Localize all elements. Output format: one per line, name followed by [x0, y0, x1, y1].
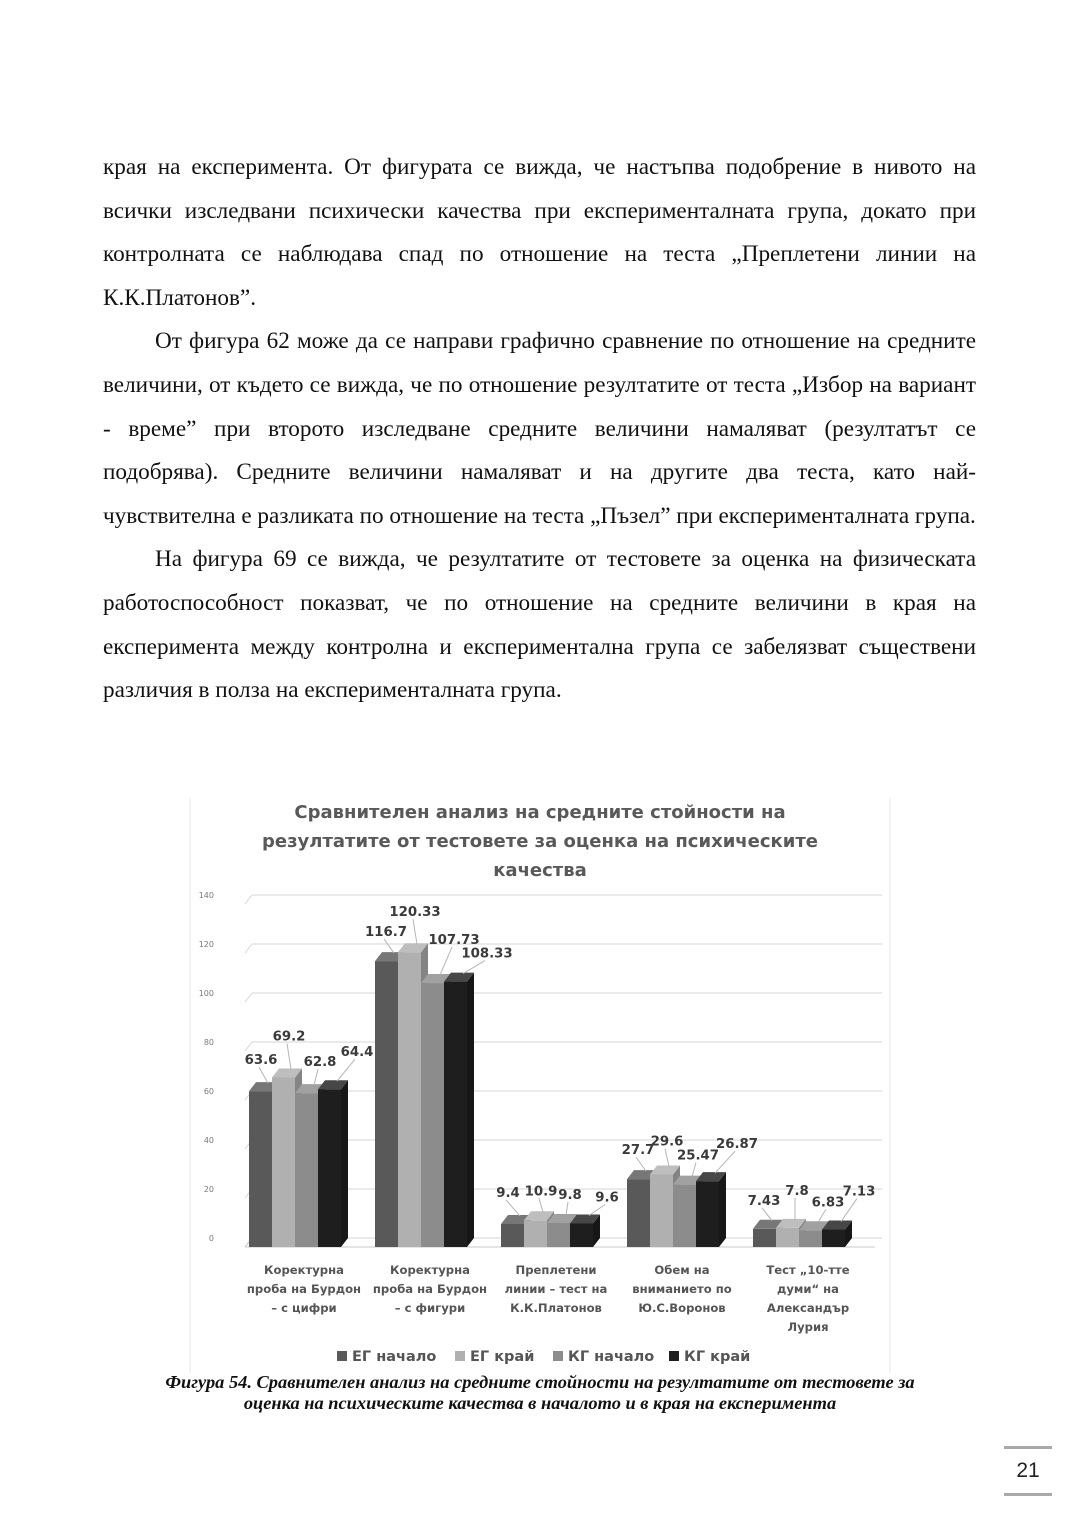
data-leader-5-3 — [818, 1209, 826, 1222]
category-label-4-line-1: Обем на — [654, 1263, 710, 1277]
data-label-4-4: 26.87 — [715, 1137, 759, 1153]
legend-swatch-2 — [455, 1351, 465, 1361]
category-label-5-line-4: Лурия — [787, 1320, 829, 1334]
chart-title-line-1: Сравнителен анализ на средните стойности на — [294, 802, 786, 823]
data-label-2-3: 107.73 — [428, 933, 480, 949]
legend-label-3: КГ начало — [568, 1349, 655, 1365]
y-tick-label-60: 60 — [203, 1087, 214, 1096]
data-label-1-3: 62.8 — [303, 1055, 337, 1071]
data-label-1-4: 64.4 — [340, 1045, 374, 1061]
bar-side-2-4 — [467, 973, 474, 1247]
data-label-5-1: 7.43 — [747, 1193, 781, 1209]
data-leader-1-3 — [314, 1069, 318, 1085]
data-leader-1-4 — [337, 1059, 355, 1081]
bar-3-4 — [570, 1223, 593, 1247]
y-tick-label-40: 40 — [203, 1136, 214, 1145]
data-label-5-3: 6.83 — [811, 1195, 845, 1211]
category-label-2-line-3: – с фигури — [394, 1301, 466, 1315]
category-label-2-line-2: проба на Бурдон — [372, 1282, 488, 1296]
caption-line-1: Фигура 54. Сравнителен анализ на средните стойности на резултатите от тестовете за — [165, 1372, 915, 1392]
category-label-5-line-1: Тест „10-тте — [766, 1263, 850, 1277]
caption-line-2: оценка на психическите качества в началото и в края на експеримента — [243, 1393, 837, 1413]
bar-2-2 — [398, 952, 421, 1247]
data-label-5-2: 7.8 — [785, 1183, 809, 1199]
data-label-4-1: 27.7 — [621, 1143, 655, 1159]
data-leader-3-4 — [589, 1204, 605, 1215]
data-leader-2-2 — [413, 919, 417, 944]
legend-swatch-4 — [669, 1351, 679, 1361]
chart-title-line-2: резултатите от тестовете за оценка на психическите — [261, 831, 819, 852]
bar-4-2 — [650, 1174, 673, 1247]
y-tick-label-20: 20 — [203, 1185, 214, 1194]
figure-caption — [110, 1372, 970, 1414]
data-leader-1-1 — [259, 1067, 268, 1083]
category-label-4-line-3: Ю.С.Воронов — [638, 1301, 726, 1315]
data-leader-3-1 — [506, 1200, 520, 1216]
data-leader-1-2 — [287, 1043, 291, 1069]
data-leader-3-2 — [539, 1198, 543, 1212]
grid-diag-80 — [245, 1042, 252, 1051]
category-label-3-line-2: линии – тест на — [504, 1282, 608, 1296]
chart-canvas — [189, 798, 891, 1373]
data-leader-2-1 — [384, 939, 394, 953]
bar-side-4-4 — [719, 1172, 726, 1247]
bar-5-3 — [799, 1230, 822, 1247]
data-label-4-2: 29.6 — [650, 1134, 684, 1150]
bar-1-1 — [249, 1091, 272, 1247]
bar-1-3 — [295, 1093, 318, 1247]
bar-3-2 — [524, 1220, 547, 1247]
page-number: 21 — [1004, 1446, 1052, 1496]
category-label-4-line-2: вниманието по — [632, 1282, 732, 1296]
bar-2-3 — [421, 983, 444, 1247]
data-leader-4-2 — [665, 1148, 669, 1166]
data-leader-2-3 — [440, 947, 452, 975]
category-label-1-line-2: проба на Бурдон — [246, 1282, 362, 1296]
y-tick-label-100: 100 — [198, 989, 214, 998]
data-label-3-1: 9.4 — [496, 1185, 520, 1201]
paragraph-2: От фигура 62 може да се направи графично сравнение по отношение на средните величини, от където се вижда, че по отношение резултатите от теста „Избор на вариант - време” при второто изследване средните величини намаляват (резултатът се подобрява). Средните величини намаляват и на другите два теста, като най-чувствителна е разликата по отношение на теста „Пъзел” при експерименталната група. — [103, 328, 976, 529]
bar-5-2 — [776, 1228, 799, 1247]
bar-side-1-4 — [341, 1080, 348, 1247]
data-leader-4-1 — [636, 1157, 646, 1171]
bar-3-1 — [501, 1224, 524, 1247]
grid-diag-120 — [245, 944, 252, 953]
data-label-5-4: 7.13 — [842, 1184, 876, 1200]
category-label-3-line-3: К.К.Платонов — [510, 1301, 602, 1315]
category-label-5-line-3: Александър — [766, 1301, 850, 1315]
legend-swatch-1 — [337, 1351, 347, 1361]
category-label-1-line-3: – с цифри — [271, 1301, 337, 1315]
data-label-2-2: 120.33 — [389, 905, 441, 921]
y-tick-label-80: 80 — [203, 1038, 214, 1047]
legend-swatch-3 — [553, 1351, 563, 1361]
bar-chart — [189, 798, 891, 1373]
y-tick-label-0: 0 — [208, 1234, 214, 1243]
data-label-3-3: 9.8 — [558, 1187, 582, 1203]
data-leader-2-4 — [463, 961, 485, 974]
category-label-2-line-1: Коректурна — [390, 1263, 470, 1277]
bar-1-4 — [318, 1089, 341, 1247]
bar-2-4 — [444, 982, 467, 1247]
y-tick-label-120: 120 — [198, 940, 214, 949]
data-label-4-3: 25.47 — [676, 1148, 720, 1164]
y-tick-label-140: 140 — [198, 891, 214, 900]
bar-4-4 — [696, 1181, 719, 1247]
legend-label-1: ЕГ начало — [352, 1349, 437, 1365]
data-label-3-4: 9.6 — [595, 1190, 619, 1206]
data-label-1-1: 63.6 — [244, 1053, 278, 1069]
data-label-1-2: 69.2 — [272, 1029, 306, 1045]
grid-diag-100 — [245, 993, 252, 1002]
paragraph-1: края на експеримента. От фигурата се вижда, че настъпва подобрение в нивото на всички изследвани психически качества при експерименталната група, докато при контролната се наблюдава спад по отношение на теста „Преплетени линии на К.К.Платонов”. — [103, 154, 976, 311]
bar-3-3 — [547, 1223, 570, 1247]
data-label-3-2: 10.9 — [524, 1184, 558, 1200]
bar-1-2 — [272, 1077, 295, 1247]
legend-label-2: ЕГ край — [470, 1349, 535, 1365]
category-label-5-line-2: думи“ на — [776, 1282, 840, 1296]
category-label-1-line-1: Коректурна — [264, 1263, 344, 1277]
bar-2-1 — [375, 961, 398, 1247]
data-label-2-4: 108.33 — [461, 946, 513, 962]
data-leader-4-3 — [692, 1163, 696, 1177]
bar-4-1 — [627, 1179, 650, 1247]
chart-title-line-3: качества — [493, 860, 587, 881]
bar-4-3 — [673, 1185, 696, 1247]
legend-label-4: КГ край — [684, 1349, 751, 1365]
body-text — [103, 146, 976, 713]
data-leader-3-3 — [566, 1202, 568, 1215]
bar-5-1 — [753, 1229, 776, 1247]
data-label-2-1: 116.7 — [364, 925, 408, 941]
category-label-3-line-1: Преплетени — [515, 1263, 597, 1277]
grid-diag-140 — [245, 895, 252, 904]
bar-5-4 — [822, 1230, 845, 1247]
data-leader-5-1 — [762, 1208, 772, 1221]
paragraph-3: На фигура 69 се вижда, че резултатите от тестовете за оценка на физическата работоспособност показват, че по отношение на средните величини в края на експеримента между контролна и експериментална група се забелязват съществени различия в полза на експерименталната група. — [103, 546, 976, 704]
